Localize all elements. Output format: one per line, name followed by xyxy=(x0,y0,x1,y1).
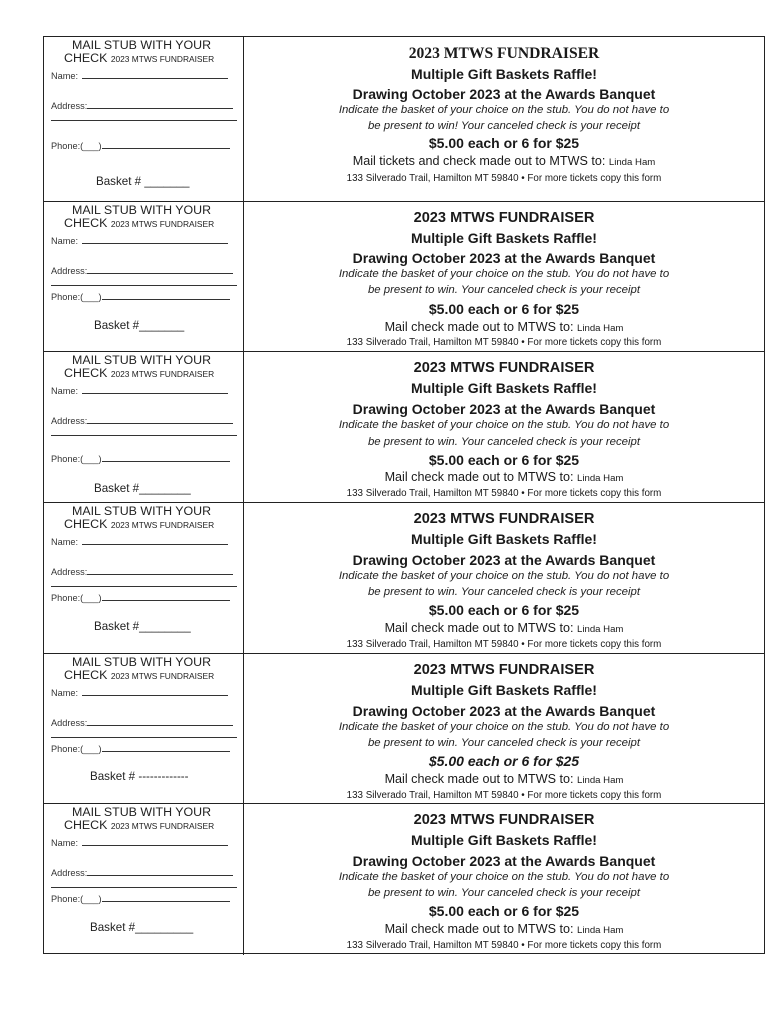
mail-stub xyxy=(44,804,244,955)
stub-title-small: 2023 MTWS FUNDRAISER xyxy=(110,218,215,229)
name-label: Name: xyxy=(51,537,79,547)
stub-title-line2 xyxy=(64,366,214,380)
mail-text: Mail tickets and check made out to MTWS to: xyxy=(352,154,606,168)
mail-text: Mail check made out to MTWS to: xyxy=(384,621,574,635)
name-field[interactable] xyxy=(51,234,228,246)
address-line xyxy=(87,414,233,424)
name-field[interactable] xyxy=(51,686,228,698)
raffle-subtitle: Multiple Gift Baskets Raffle! xyxy=(411,66,597,82)
phone-line xyxy=(102,452,230,462)
ticket-price: $5.00 each or 6 for $25 xyxy=(428,301,580,317)
mail-instructions xyxy=(244,320,764,334)
mail-instructions xyxy=(244,621,764,635)
instructions-line2: be present to win! Your canceled check is your receipt xyxy=(367,120,641,132)
raffle-ticket xyxy=(44,37,764,201)
raffle-subtitle: Multiple Gift Baskets Raffle! xyxy=(411,380,597,396)
mailing-address: 133 Silverado Trail, Hamilton MT 59840 • For more tickets copy this form xyxy=(346,488,662,499)
address-line xyxy=(87,264,233,274)
instructions-line1: Indicate the basket of your choice on the stub. You do not have to xyxy=(338,570,670,582)
address-line xyxy=(87,716,233,726)
phone-field[interactable] xyxy=(51,452,230,464)
mail-recipient: Linda Ham xyxy=(577,473,624,484)
mailing-address: 133 Silverado Trail, Hamilton MT 59840 • For more tickets copy this form xyxy=(346,639,662,650)
name-line xyxy=(82,535,228,545)
instructions-line1: Indicate the basket of your choice on the stub. You do not have to xyxy=(338,419,670,431)
basket-number-field[interactable]: Basket #_______ xyxy=(94,319,185,332)
address-field[interactable] xyxy=(51,565,233,577)
mail-recipient: Linda Ham xyxy=(577,775,624,786)
stub-title-small: 2023 MTWS FUNDRAISER xyxy=(110,368,215,379)
phone-line xyxy=(102,290,230,300)
mail-stub xyxy=(44,37,244,201)
stub-title-check: CHECK xyxy=(64,667,108,682)
stub-title-check: CHECK xyxy=(64,365,108,380)
stub-title-line1: MAIL STUB WITH YOUR xyxy=(72,504,212,518)
instructions-line1: Indicate the basket of your choice on the stub. You do not have to xyxy=(338,104,670,116)
stub-title-line1: MAIL STUB WITH YOUR xyxy=(72,805,212,819)
address-label: Address: xyxy=(51,416,88,426)
stub-title-line2 xyxy=(64,216,214,230)
phone-line xyxy=(102,742,230,752)
drawing-date: Drawing October 2023 at the Awards Banquet xyxy=(352,853,656,869)
stub-title xyxy=(64,39,242,65)
name-field[interactable] xyxy=(51,836,228,848)
address-line xyxy=(87,866,233,876)
mail-recipient: Linda Ham xyxy=(577,323,624,334)
name-field[interactable] xyxy=(51,535,228,547)
mail-instructions xyxy=(244,922,764,936)
mailing-address: 133 Silverado Trail, Hamilton MT 59840 • For more tickets copy this form xyxy=(346,173,662,184)
ticket-body xyxy=(244,37,764,201)
mail-recipient: Linda Ham xyxy=(577,925,624,936)
phone-label: Phone:(___) xyxy=(51,593,102,603)
phone-label: Phone:(___) xyxy=(51,894,102,904)
name-line xyxy=(82,836,228,846)
instructions-line2: be present to win. Your canceled check is your receipt xyxy=(367,436,641,448)
mail-text: Mail check made out to MTWS to: xyxy=(384,922,574,936)
drawing-date: Drawing October 2023 at the Awards Banquet xyxy=(352,250,656,266)
stub-title-check: CHECK xyxy=(64,516,108,531)
address-field[interactable] xyxy=(51,866,233,878)
basket-number-field[interactable]: Basket # ------------- xyxy=(90,770,189,783)
phone-label: Phone:(___) xyxy=(51,454,102,464)
phone-label: Phone:(___) xyxy=(51,744,102,754)
stub-title-small: 2023 MTWS FUNDRAISER xyxy=(110,820,215,831)
address-line-2 xyxy=(51,120,237,121)
instructions-line1: Indicate the basket of your choice on the stub. You do not have to xyxy=(338,268,670,280)
address-label: Address: xyxy=(51,718,88,728)
instructions-line1: Indicate the basket of your choice on the stub. You do not have to xyxy=(338,721,670,733)
ticket-body xyxy=(244,352,764,503)
mailing-address: 133 Silverado Trail, Hamilton MT 59840 • For more tickets copy this form xyxy=(346,940,662,951)
address-field[interactable] xyxy=(51,264,233,276)
stub-title-small: 2023 MTWS FUNDRAISER xyxy=(110,53,215,64)
stub-title-check: CHECK xyxy=(64,50,108,65)
ticket-body xyxy=(244,654,764,804)
mail-stub xyxy=(44,503,244,654)
ticket-price: $5.00 each or 6 for $25 xyxy=(428,135,580,151)
address-label: Address: xyxy=(51,868,88,878)
instructions-line2: be present to win. Your canceled check is your receipt xyxy=(367,737,641,749)
raffle-subtitle: Multiple Gift Baskets Raffle! xyxy=(411,682,597,698)
instructions-line2: be present to win. Your canceled check is your receipt xyxy=(367,586,641,598)
raffle-subtitle: Multiple Gift Baskets Raffle! xyxy=(411,230,597,246)
name-line xyxy=(82,234,228,244)
mail-instructions xyxy=(244,154,764,168)
fundraiser-title: 2023 MTWS FUNDRAISER xyxy=(408,45,600,62)
mail-text: Mail check made out to MTWS to: xyxy=(384,772,574,786)
phone-line xyxy=(102,591,230,601)
address-line xyxy=(87,565,233,575)
address-field[interactable] xyxy=(51,99,233,111)
mail-instructions xyxy=(244,772,764,786)
address-label: Address: xyxy=(51,101,88,111)
mailing-address: 133 Silverado Trail, Hamilton MT 59840 • For more tickets copy this form xyxy=(346,337,662,348)
phone-line xyxy=(102,139,230,149)
name-field[interactable] xyxy=(51,384,228,396)
raffle-ticket-sheet xyxy=(43,36,765,954)
raffle-ticket xyxy=(44,351,764,503)
ticket-body xyxy=(244,804,764,955)
instructions-line1: Indicate the basket of your choice on the stub. You do not have to xyxy=(338,871,670,883)
address-line-2 xyxy=(51,435,237,436)
stub-title-line1: MAIL STUB WITH YOUR xyxy=(72,655,212,669)
stub-title-line2 xyxy=(64,668,214,682)
basket-number-field[interactable]: Basket # _______ xyxy=(96,175,190,188)
fundraiser-title: 2023 MTWS FUNDRAISER xyxy=(413,210,595,226)
mail-text: Mail check made out to MTWS to: xyxy=(384,320,574,334)
raffle-ticket xyxy=(44,201,764,352)
name-label: Name: xyxy=(51,71,79,81)
name-line xyxy=(82,69,228,79)
drawing-date: Drawing October 2023 at the Awards Banquet xyxy=(352,703,656,719)
phone-field[interactable] xyxy=(51,290,230,302)
phone-line xyxy=(102,892,230,902)
phone-field[interactable] xyxy=(51,591,230,603)
mailing-address: 133 Silverado Trail, Hamilton MT 59840 • For more tickets copy this form xyxy=(346,790,662,801)
phone-label: Phone:(___) xyxy=(51,292,102,302)
name-line xyxy=(82,384,228,394)
stub-title-check: CHECK xyxy=(64,817,108,832)
phone-field[interactable] xyxy=(51,139,230,151)
phone-field[interactable] xyxy=(51,742,230,754)
stub-title-check: CHECK xyxy=(64,215,108,230)
address-line-2 xyxy=(51,737,237,738)
instructions-line2: be present to win. Your canceled check is your receipt xyxy=(367,284,641,296)
raffle-ticket xyxy=(44,803,764,955)
fundraiser-title: 2023 MTWS FUNDRAISER xyxy=(413,662,595,678)
name-line xyxy=(82,686,228,696)
raffle-subtitle: Multiple Gift Baskets Raffle! xyxy=(411,832,597,848)
drawing-date: Drawing October 2023 at the Awards Banquet xyxy=(352,552,656,568)
stub-title xyxy=(64,505,242,531)
stub-title-line2 xyxy=(64,51,214,65)
phone-label: Phone:(___) xyxy=(51,141,102,151)
ticket-body xyxy=(244,202,764,352)
address-line xyxy=(87,99,233,109)
mail-recipient: Linda Ham xyxy=(608,157,656,168)
fundraiser-title: 2023 MTWS FUNDRAISER xyxy=(413,360,595,376)
mail-stub xyxy=(44,654,244,804)
stub-title-line2 xyxy=(64,517,214,531)
mail-stub xyxy=(44,202,244,352)
raffle-ticket xyxy=(44,653,764,804)
name-label: Name: xyxy=(51,688,79,698)
ticket-price: $5.00 each or 6 for $25 xyxy=(428,753,580,769)
mail-stub xyxy=(44,352,244,503)
instructions-line2: be present to win. Your canceled check is your receipt xyxy=(367,887,641,899)
mail-text: Mail check made out to MTWS to: xyxy=(384,470,574,484)
stub-title xyxy=(64,656,242,682)
address-field[interactable] xyxy=(51,716,233,728)
ticket-price: $5.00 each or 6 for $25 xyxy=(428,903,580,919)
address-label: Address: xyxy=(51,266,88,276)
stub-title xyxy=(64,806,242,832)
basket-number-field[interactable]: Basket #________ xyxy=(94,482,191,495)
stub-title-small: 2023 MTWS FUNDRAISER xyxy=(110,670,215,681)
address-line-2 xyxy=(51,285,237,286)
stub-title-line1: MAIL STUB WITH YOUR xyxy=(72,38,212,52)
name-label: Name: xyxy=(51,236,79,246)
stub-title xyxy=(64,354,242,380)
stub-title-line1: MAIL STUB WITH YOUR xyxy=(72,353,212,367)
ticket-price: $5.00 each or 6 for $25 xyxy=(428,602,580,618)
mail-recipient: Linda Ham xyxy=(577,624,624,635)
ticket-body xyxy=(244,503,764,654)
name-field[interactable] xyxy=(51,69,228,81)
address-line-2 xyxy=(51,887,237,888)
name-label: Name: xyxy=(51,838,79,848)
name-label: Name: xyxy=(51,386,79,396)
phone-field[interactable] xyxy=(51,892,230,904)
mail-instructions xyxy=(244,470,764,484)
fundraiser-title: 2023 MTWS FUNDRAISER xyxy=(413,812,595,828)
drawing-date: Drawing October 2023 at the Awards Banquet xyxy=(352,86,656,102)
address-line-2 xyxy=(51,586,237,587)
raffle-ticket xyxy=(44,502,764,654)
ticket-price: $5.00 each or 6 for $25 xyxy=(428,452,580,468)
basket-number-field[interactable]: Basket #_________ xyxy=(90,921,194,934)
stub-title-small: 2023 MTWS FUNDRAISER xyxy=(110,519,215,530)
basket-number-field[interactable]: Basket #________ xyxy=(94,620,191,633)
address-field[interactable] xyxy=(51,414,233,426)
stub-title-line2 xyxy=(64,818,214,832)
fundraiser-title: 2023 MTWS FUNDRAISER xyxy=(413,511,595,527)
raffle-subtitle: Multiple Gift Baskets Raffle! xyxy=(411,531,597,547)
stub-title-line1: MAIL STUB WITH YOUR xyxy=(72,203,212,217)
address-label: Address: xyxy=(51,567,88,577)
drawing-date: Drawing October 2023 at the Awards Banquet xyxy=(352,401,656,417)
stub-title xyxy=(64,204,242,230)
